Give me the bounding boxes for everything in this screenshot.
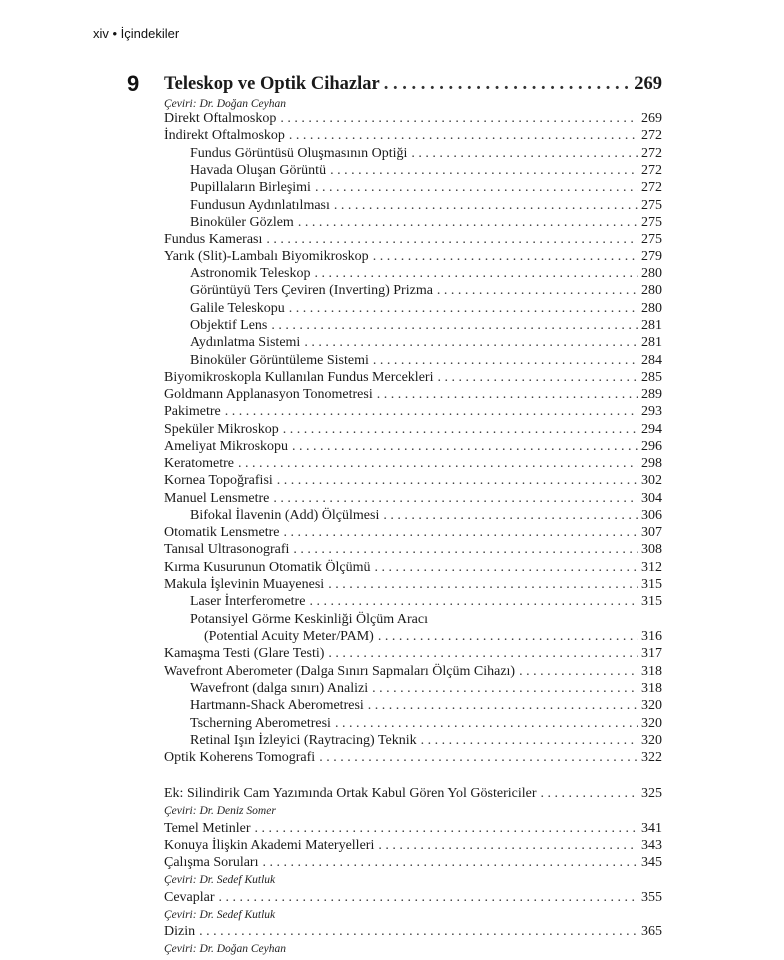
dot-leader — [383, 507, 638, 525]
toc-entry[interactable] — [164, 248, 662, 266]
entry-title: Pakimetre — [164, 404, 221, 419]
entry-title: Tscherning Aberometresi — [190, 716, 331, 731]
dot-leader — [437, 282, 638, 300]
dot-leader — [293, 541, 638, 559]
entry-title: Biyomikroskopla Kullanılan Fundus Mercekleri — [164, 370, 434, 385]
entry-page: 279 — [641, 249, 662, 264]
dot-leader — [541, 785, 638, 803]
dot-leader — [304, 334, 638, 352]
dot-leader — [378, 628, 638, 646]
entry-page: 285 — [641, 370, 662, 385]
entry-page: 325 — [641, 786, 662, 801]
entry-title: Manuel Lensmetre — [164, 491, 270, 506]
dot-leader — [334, 197, 638, 215]
toc-subentry[interactable] — [190, 507, 662, 525]
entry-page: 304 — [641, 491, 662, 506]
entry-page: 281 — [641, 318, 662, 333]
entry-title: Astronomik Teleskop — [190, 266, 311, 281]
entry-title: Objektif Lens — [190, 318, 268, 333]
entry-page: 365 — [641, 924, 662, 939]
entry-title: Laser İnterferometre — [190, 594, 306, 609]
entry-title: Bifokal İlavenin (Add) Ölçülmesi — [190, 508, 380, 523]
toc-entry[interactable] — [164, 369, 662, 387]
entry-page: 315 — [641, 577, 662, 592]
toc-entry[interactable] — [164, 524, 662, 542]
toc-backmatter-entry[interactable] — [164, 820, 662, 838]
entry-page: 280 — [641, 266, 662, 281]
entry-page: 318 — [641, 664, 662, 679]
dot-leader — [330, 162, 638, 180]
entry-title: Goldmann Applanasyon Tonometresi — [164, 387, 373, 402]
entry-title: Galile Teleskopu — [190, 301, 285, 316]
toc-entry[interactable] — [164, 455, 662, 473]
dot-leader — [280, 110, 638, 128]
toc-entry[interactable] — [164, 559, 662, 577]
entry-title: Dizin — [164, 924, 196, 939]
toc-subentry[interactable] — [190, 593, 662, 611]
dot-leader — [309, 593, 638, 611]
toc-entry[interactable] — [164, 421, 662, 439]
entry-title: Speküler Mikroskop — [164, 422, 279, 437]
dot-leader — [314, 265, 638, 283]
toc-entry[interactable] — [164, 110, 662, 128]
dot-leader — [219, 889, 638, 907]
toc-entry[interactable] — [164, 438, 662, 456]
entry-page: 343 — [641, 838, 662, 853]
dot-leader — [315, 179, 638, 197]
toc-subentry[interactable] — [190, 214, 662, 232]
entry-title: Yarık (Slit)-Lambalı Biyomikroskop — [164, 249, 369, 264]
entry-page: 315 — [641, 594, 662, 609]
entry-page: 322 — [641, 750, 662, 765]
entry-title: Kırma Kusurunun Otomatik Ölçümü — [164, 560, 371, 575]
entry-page: 320 — [641, 733, 662, 748]
toc-subentry[interactable] — [190, 317, 662, 335]
entry-title: Hartmann-Shack Aberometresi — [190, 698, 364, 713]
dot-leader — [266, 231, 638, 249]
entry-title: Çalışma Soruları — [164, 855, 259, 870]
dot-leader — [437, 369, 638, 387]
dot-leader — [238, 455, 638, 473]
entry-title: Optik Koherens Tomografi — [164, 750, 316, 765]
entry-title: Fundusun Aydınlatılması — [190, 198, 330, 213]
dot-leader — [335, 715, 638, 733]
entry-title: Konuya İlişkin Akademi Materyelleri — [164, 838, 375, 853]
dot-leader — [373, 248, 638, 266]
chapter-page: 269 — [634, 74, 662, 94]
entry-page: 275 — [641, 215, 662, 230]
toc-subentry[interactable] — [190, 697, 662, 715]
entry-page: 317 — [641, 646, 662, 661]
dot-leader — [421, 732, 638, 750]
dot-leader — [273, 490, 638, 508]
toc-subentry[interactable] — [204, 628, 662, 646]
entry-translator: Çeviri: Dr. Deniz Somer — [164, 805, 276, 817]
entry-page: 275 — [641, 232, 662, 247]
entry-title: Ek: Silindirik Cam Yazımında Ortak Kabul Gören Yol Göstericiler — [164, 786, 537, 801]
toc-subentry[interactable] — [190, 179, 662, 197]
chapter-title: Teleskop ve Optik Cihazlar — [164, 74, 380, 94]
entry-page: 341 — [641, 821, 662, 836]
dot-leader — [319, 749, 638, 767]
toc-subentry[interactable] — [190, 265, 662, 283]
entry-title: Görüntüyü Ters Çeviren (Inverting) Prizma — [190, 283, 433, 298]
toc-entry[interactable] — [164, 749, 662, 767]
dot-leader — [374, 559, 638, 577]
entry-title: Kornea Topoğrafisi — [164, 473, 273, 488]
entry-title: İndirekt Oftalmoskop — [164, 128, 285, 143]
running-head: xiv • İçindekiler — [93, 26, 180, 41]
chapter-translator: Çeviri: Dr. Doğan Ceyhan — [164, 98, 287, 110]
entry-title: Makula İşlevinin Muayenesi — [164, 577, 325, 592]
dot-leader — [373, 352, 638, 370]
entry-page: 320 — [641, 698, 662, 713]
toc-entry[interactable] — [164, 231, 662, 249]
toc-entry[interactable] — [164, 645, 662, 663]
dot-leader — [519, 663, 638, 681]
dot-leader — [263, 854, 639, 872]
entry-page: 318 — [641, 681, 662, 696]
toc-entry[interactable] — [164, 403, 662, 421]
entry-page: 355 — [641, 890, 662, 905]
dot-leader — [289, 300, 638, 318]
toc-entry[interactable] — [164, 490, 662, 508]
entry-page: 296 — [641, 439, 662, 454]
toc-backmatter-entry[interactable] — [164, 923, 662, 941]
toc-entry[interactable] — [164, 472, 662, 490]
entry-page: 289 — [641, 387, 662, 402]
toc-entry[interactable] — [164, 386, 662, 404]
dot-leader — [328, 645, 638, 663]
entry-title: Kamaşma Testi (Glare Testi) — [164, 646, 325, 661]
dot-leader — [368, 697, 638, 715]
entry-page: 316 — [641, 629, 662, 644]
entry-title: Pupillaların Birleşimi — [190, 180, 311, 195]
dot-leader — [283, 421, 638, 439]
chapter-number: 9 — [127, 71, 140, 96]
toc-backmatter-entry[interactable] — [164, 854, 662, 872]
entry-title: Fundus Kamerası — [164, 232, 263, 247]
dot-leader — [255, 820, 639, 838]
toc-entry[interactable] — [164, 127, 662, 145]
dot-leader — [199, 923, 638, 941]
dot-leader — [292, 438, 638, 456]
dot-leader — [271, 317, 638, 335]
dot-leader — [298, 214, 638, 232]
entry-page: 307 — [641, 525, 662, 540]
entry-page: 280 — [641, 301, 662, 316]
toc-subentry[interactable] — [190, 162, 662, 180]
dot-leader — [225, 403, 638, 421]
dot-leader — [411, 145, 638, 163]
entry-page: 308 — [641, 542, 662, 557]
toc-subentry[interactable] — [190, 352, 662, 370]
entry-title: Tanısal Ultrasonografi — [164, 542, 290, 557]
toc-subentry[interactable] — [190, 145, 662, 163]
entry-title: Wavefront Aberometer (Dalga Sınırı Sapmaları Ölçüm Cihazı) — [164, 664, 516, 679]
entry-title: Havada Oluşan Görüntü — [190, 163, 327, 178]
dot-leader — [283, 524, 638, 542]
entry-page: 302 — [641, 473, 662, 488]
dot-leader — [377, 386, 638, 404]
entry-page: 345 — [641, 855, 662, 870]
toc-backmatter-entry[interactable] — [164, 837, 662, 855]
entry-page: 269 — [641, 111, 662, 126]
entry-title: Ameliyat Mikroskopu — [164, 439, 289, 454]
toc-subentry[interactable] — [190, 282, 662, 300]
entry-title: Temel Metinler — [164, 821, 251, 836]
dot-leader — [378, 837, 638, 855]
entry-page: 280 — [641, 283, 662, 298]
dot-leader — [289, 127, 638, 145]
entry-title: Binoküler Gözlem — [190, 215, 294, 230]
toc-subentry[interactable] — [190, 197, 662, 215]
toc-subentry[interactable] — [190, 680, 662, 698]
dot-leader — [384, 72, 632, 96]
entry-page: 281 — [641, 335, 662, 350]
toc-subentry-wrapped[interactable]: Potansiyel Görme Keskinliği Ölçüm Aracı — [190, 612, 428, 627]
dot-leader — [328, 576, 638, 594]
entry-page: 275 — [641, 198, 662, 213]
entry-page: 312 — [641, 560, 662, 575]
entry-translator: Çeviri: Dr. Doğan Ceyhan — [164, 943, 287, 955]
entry-page: 306 — [641, 508, 662, 523]
entry-page: 298 — [641, 456, 662, 471]
entry-page: 272 — [641, 163, 662, 178]
toc-entry[interactable] — [164, 663, 662, 681]
toc-backmatter-entry[interactable] — [164, 889, 662, 907]
toc-backmatter-entry[interactable] — [164, 785, 662, 803]
entry-translator: Çeviri: Dr. Sedef Kutluk — [164, 909, 276, 921]
entry-title: Otomatik Lensmetre — [164, 525, 280, 540]
entry-title: Cevaplar — [164, 890, 215, 905]
entry-page: 320 — [641, 716, 662, 731]
entry-title: Binoküler Görüntüleme Sistemi — [190, 353, 369, 368]
entry-page: 272 — [641, 128, 662, 143]
entry-title: (Potential Acuity Meter/PAM) — [204, 629, 374, 644]
toc-subentry[interactable] — [190, 300, 662, 318]
entry-translator: Çeviri: Dr. Sedef Kutluk — [164, 874, 276, 886]
entry-page: 294 — [641, 422, 662, 437]
chapter-title-entry[interactable] — [164, 72, 662, 96]
dot-leader — [372, 680, 638, 698]
toc-entry[interactable] — [164, 576, 662, 594]
entry-title: Wavefront (dalga sınırı) Analizi — [190, 681, 369, 696]
toc-subentry[interactable] — [190, 715, 662, 733]
entry-title: Retinal Işın İzleyici (Raytracing) Teknik — [190, 733, 417, 748]
entry-page: 272 — [641, 146, 662, 161]
toc-subentry[interactable] — [190, 334, 662, 352]
dot-leader — [277, 472, 638, 490]
entry-title: Keratometre — [164, 456, 234, 471]
entry-title: Direkt Oftalmoskop — [164, 111, 277, 126]
entry-title: Aydınlatma Sistemi — [190, 335, 301, 350]
entry-page: 284 — [641, 353, 662, 368]
toc-subentry[interactable] — [190, 732, 662, 750]
entry-title: Fundus Görüntüsü Oluşmasının Optiği — [190, 146, 408, 161]
entry-page: 293 — [641, 404, 662, 419]
entry-page: 272 — [641, 180, 662, 195]
toc-entry[interactable] — [164, 541, 662, 559]
